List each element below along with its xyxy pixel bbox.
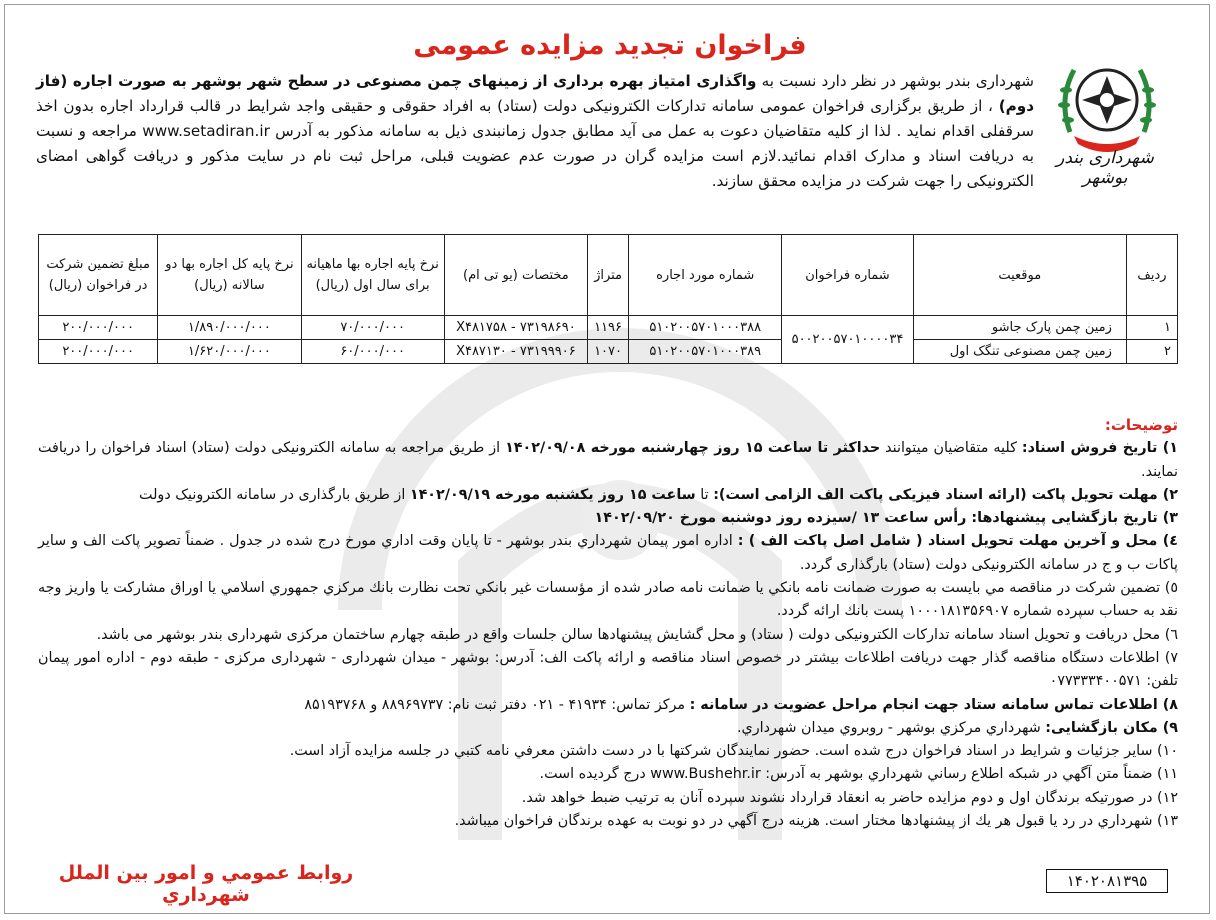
header-call-no: شماره فراخوان <box>782 235 913 316</box>
ad-code-box: ۱۴۰۲۰۸۱۳۹۵ <box>1046 869 1168 893</box>
table-header-row <box>39 235 1178 316</box>
cell-guarantee: ۲۰۰/۰۰۰/۰۰۰ <box>39 340 158 364</box>
note-2 <box>38 484 1178 507</box>
note-3-text: ۳) تاریخ بازگشایی پیشنهادها: رأس ساعت ۱۳ /سیزده روز دوشنبه مورخ ۱۴۰۲/۰۹/۲۰ <box>594 510 1178 527</box>
cell-monthly-rate: ۶۰/۰۰۰/۰۰۰ <box>301 340 444 364</box>
cell-location: زمین چمن مصنوعی تنگک اول <box>913 340 1126 364</box>
header-radif: ردیف <box>1126 235 1177 316</box>
logo-caption: شهرداری بندر بوشهر <box>1056 148 1154 188</box>
note-1-label: ۱) تاریخ فروش اسناد: <box>1021 440 1179 457</box>
intro-text-bold: واگذاری امتیاز بهره برداری از زمینهای چمن مصنوعی در سطح شهر بوشهر به صورت اجاره (فاز دوم) <box>36 72 1035 115</box>
note-2-text-2: از طریق بارگذاری در سامانه الکترونیک دولت <box>139 486 406 503</box>
cell-monthly-rate: ۷۰/۰۰۰/۰۰۰ <box>301 316 444 340</box>
note-7: ۷) اطلاعات دستگاه مناقصه گذار جهت دریافت اطلاعات بیشتر در خصوص اسناد مناقصه و ارائه پاکت الف: آدرس: بوشهر - میدان شهرداری - شهرداری مرکزی - طبقه دوم - اداره امور پیمان تلفن: ۰۷۷۳۳۳۴۰۰۵۷۱ <box>38 649 1178 690</box>
cell-location: زمین چمن پارک جاشو <box>913 316 1126 340</box>
cell-coords: ۷۳۱۹۸۶۹۰ - X۴۸۱۷۵۸ <box>444 316 587 340</box>
signature: روابط عمومي و امور بین الملل شهرداري <box>58 862 354 906</box>
lease-table <box>38 234 1178 364</box>
note-1-text: کلیه متقاضیان میتوانند <box>885 440 1017 457</box>
cell-radif: ۱ <box>1126 316 1177 340</box>
note-1-text-2: از طریق مراجعه به سامانه الکترونیکی دولت (ستاد) اسناد فراخوان را دریافت نمایند. <box>38 440 1178 480</box>
note-12: ۱۲) در صورتیکه برندگان اول و دوم مزایده حاضر به انعقاد قرارداد نشوند سپرده آنان به ترتیب ضبط خواهد شد. <box>521 789 1178 806</box>
header-guarantee: مبلغ تضمین شرکت در فراخوان (ریال) <box>39 235 158 316</box>
note-9-label: ۹) مکان بازگشایی: <box>1045 719 1178 736</box>
note-1-deadline: حداکثر تا ساعت ۱۵ روز چهارشنبه مورخه ۱۴۰۲/۰۹/۰۸ <box>505 440 881 457</box>
note-8-text: مرکز تماس: ۴۱۹۳۴ - ۰۲۱ دفتر ثبت نام: ۸۸۹۶۹۷۳۷ و ۸۵۱۹۳۷۶۸ <box>304 696 686 713</box>
note-8 <box>38 694 1178 717</box>
header-total-rate: نرخ پایه کل اجاره بها دو سالانه (ریال) <box>158 235 301 316</box>
cell-coords: ۷۳۱۹۹۹۰۶ - X۴۸۷۱۳۰ <box>444 340 587 364</box>
note-10: ۱۰) سایر جزئیات و شرایط در اسناد فراخوان درج شده است. حضور نمایندگان شرکتها با در دست داشتن معرفي نامه کتبي در جلسه مزایده آزاد است. <box>289 743 1178 760</box>
note-3 <box>38 507 1178 530</box>
page-title: فراخوان تجدید مزایده عمومی <box>413 30 807 61</box>
header-lease-no: شماره مورد اجاره <box>629 235 782 316</box>
intro-paragraph <box>36 69 1034 194</box>
notes-section <box>38 414 1178 833</box>
cell-guarantee: ۲۰۰/۰۰۰/۰۰۰ <box>39 316 158 340</box>
note-5: ٥) تضمین شرکت در مناقصه مي بایست به صورت ضمانت نامه بانکي یا ضمانت نامه صادر شده از مؤسسات غیر بانکي تحت نظارت بانك مرکزي جمهوري اسلامي یا اوراق مشارکت یا واریز وجه نقد به حساب سپرده شماره ۱۰۰۰۱۸۱۳۵۶۹۰۷ پست بانك ارائه گردد. <box>38 580 1178 620</box>
cell-area: ۱۱۹۶ <box>588 316 629 340</box>
cell-lease-no: ۵۱۰۲۰۰۵۷۰۱۰۰۰۳۸۹ <box>629 340 782 364</box>
cell-total-rate: ۱/۸۹۰/۰۰۰/۰۰۰ <box>158 316 301 340</box>
note-4 <box>38 530 1178 577</box>
note-1 <box>38 437 1178 484</box>
note-2-label: ۲) مهلت تحویل پاکت (ارائه اسناد فیزیکی پاکت الف الزامی است): <box>713 486 1178 503</box>
notes-heading: توضیحات: <box>1104 416 1178 434</box>
header-monthly-rate: نرخ پایه اجاره بها ماهیانه برای سال اول (ریال) <box>301 235 444 316</box>
note-8-label: ۸) اطلاعات تماس سامانه ستاد جهت انجام مراحل عضویت در سامانه : <box>689 696 1178 713</box>
note-4-label: ٤) محل و آخرین مهلت تحویل اسناد ( شامل اصل پاکت الف ) : <box>737 533 1178 550</box>
intro-text-1: شهرداری بندر بوشهر در نظر دارد نسبت به <box>761 72 1035 90</box>
note-13: ۱۳) شهرداري در رد یا قبول هر یك از پیشنهادها مختار است. هزینه درج آگهي در دو نوبت به عهده برندگان فراخوان میباشد. <box>454 813 1178 830</box>
table-row <box>39 316 1178 340</box>
note-4-text: اداره امور پیمان شهرداري بندر بوشهر - تا پایان وقت اداري مورخ درج شده در جدول . ضمناً تصویر پاکت الف و سایر پاکات ب و ج در سامانه الکترونیکی دولت (ستاد) بارگذاری گردد. <box>38 533 1178 573</box>
note-11: ۱۱) ضمناً متن آگهي در شبکه اطلاع رساني شهرداري بوشهر به آدرس: www.Bushehr.ir درج گردیده است. <box>539 766 1178 783</box>
note-9-text: شهرداري مرکزي بوشهر - روبروي میدان شهرداري. <box>737 719 1041 736</box>
cell-area: ۱۰۷۰ <box>588 340 629 364</box>
header-coords: مختصات (یو تی ام) <box>444 235 587 316</box>
cell-total-rate: ۱/۶۲۰/۰۰۰/۰۰۰ <box>158 340 301 364</box>
note-6: ٦) محل دریافت و تحویل اسناد سامانه تدارکات الکترونیکی دولت ( ستاد) و محل گشایش پیشنهادها سالن جلسات واقع در طبقه چهارم ساختمان مرکزی شهرداری بندر بوشهر می باشد. <box>96 626 1178 643</box>
cell-call-no: ۵۰۰۲۰۰۵۷۰۱۰۰۰۰۳۴ <box>782 316 913 364</box>
intro-text-2: ، از طریق برگزاری فراخوان عمومی سامانه تدارکات الکترونیکی دولت (ستاد) به افراد حقوقی و حقیقی واجد شرایط در قالب قرارداد اجاره بدون اخذ سرقفلی اقدام نماید . لذا از کلیه متقاضیان دعوت به عمل می آید مطابق جدول زمانبندی ذیل به سامانه مذکور به آدرس www.setadiran.ir مراجعه و نسبت به دریافت اسناد و مدارک اقدام نمائید.لازم است مزایده گران در صورت عدم عضویت قبلی، مراحل ثبت نام در سایت مذکور و دریافت گواهی امضای الکترونیکی را جهت شرکت در مزایده محقق سازند. <box>36 97 1034 190</box>
header-location: موقعیت <box>913 235 1126 316</box>
note-2-deadline: ساعت ۱۵ روز یکشنبه مورخه ۱۴۰۲/۰۹/۱۹ <box>409 486 696 503</box>
note-9 <box>38 717 1178 740</box>
note-2-text: تا <box>700 486 709 503</box>
header-area: متراژ <box>588 235 629 316</box>
table-row <box>39 340 1178 364</box>
cell-lease-no: ۵۱۰۲۰۰۵۷۰۱۰۰۰۳۸۸ <box>629 316 782 340</box>
cell-radif: ۲ <box>1126 340 1177 364</box>
